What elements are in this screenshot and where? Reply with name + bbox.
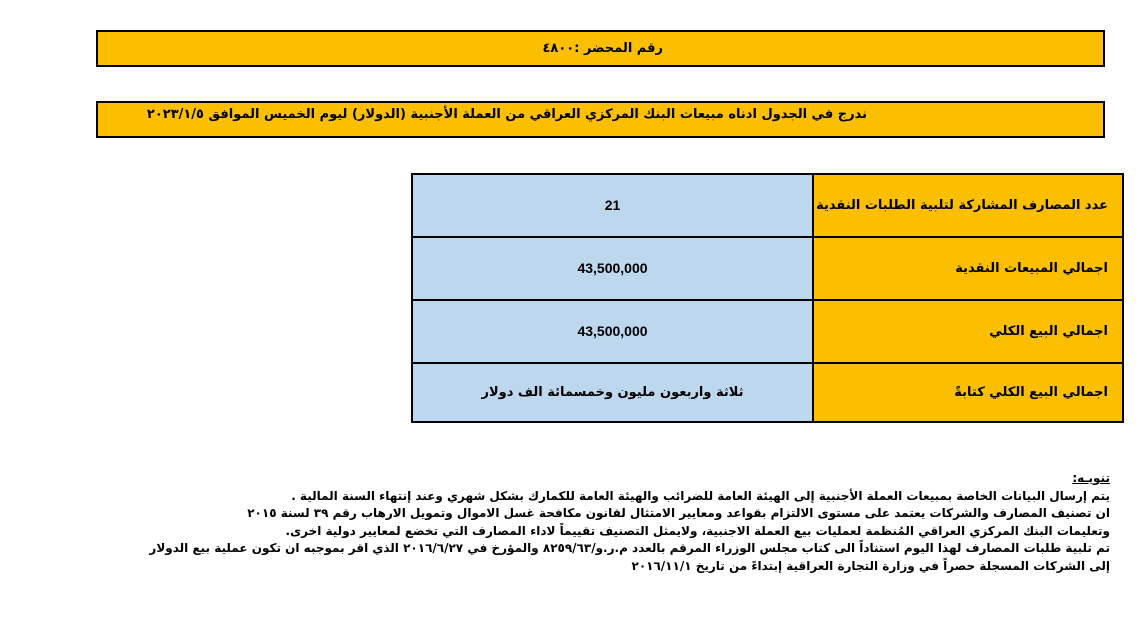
table-row [412, 363, 1123, 422]
row-value-total-in-words: ثلاثة واربعون مليون وخمسمائة الف دولار [412, 363, 813, 422]
row-label-total-sales: اجمالي البيع الكلي [813, 300, 1123, 363]
row-label-total-in-words: اجمالي البيع الكلي كتابةً [813, 363, 1123, 422]
table-row [412, 174, 1123, 237]
note-line: ان تصنيف المصارف والشركات يعتمد على مستوى الالتزام بقواعد ومعايير الامتثال لقانون مكافحة غسل الاموال وتمويل الارهاب رقم ٣٩ لسنة ٢٠١٥ [247, 506, 1110, 520]
notes-title: تنويـه: [1072, 471, 1110, 485]
sales-table [411, 173, 1124, 423]
table-row [412, 237, 1123, 300]
row-label-cash-sales: اجمالي المبيعات النقدية [813, 237, 1123, 300]
note-line: إلى الشركات المسجلة حصراً في وزارة التجارة العراقية إبتداءً من تاريخ ٢٠١٦/١١/١ [631, 558, 1110, 573]
table-row [412, 300, 1123, 363]
note-line: تم تلبية طلبات المصارف لهذا اليوم استناداً الى كتاب مجلس الوزراء المرقم بالعدد م.ر.و/٨٢٥٩/٦٣ والمؤرخ في ٢٠١٦/٦/٢٧ الذي اقر بموجبه ان تكون عملية بيع الدولار [149, 541, 1110, 555]
note-line: وتعليمات البنك المركزي العراقي المُنظمة لعمليات بيع العملة الاجنبية، ولايمثل التصنيف تقييماً لاداء المصارف التي تخضع لمعايير دولية اخرى. [285, 523, 1110, 538]
record-number: رقم المحضر :٤٨٠٠ [542, 41, 663, 56]
headline-text: ندرج في الجدول ادناه مبيعات البنك المركزي العراقي من العملة الأجنبية (الدولار) ليوم الخميس الموافق ٢٠٢٣/١/٥ [146, 107, 867, 122]
row-label-banks-count: عدد المصارف المشاركة لتلبية الطلبات النقدية [813, 174, 1123, 237]
notes-section [110, 470, 1110, 575]
headline-bar [96, 101, 1105, 138]
note-line: يتم إرسال البيانات الخاصة بمبيعات العملة الأجنبية إلى الهيئة العامة للضرائب والهيئة العامة للكمارك بشكل شهري وعند إنتهاء السنة المالية . [291, 488, 1110, 503]
row-value-cash-sales: 43,500,000 [412, 237, 813, 300]
row-value-total-sales: 43,500,000 [412, 300, 813, 363]
row-value-banks-count: 21 [412, 174, 813, 237]
record-number-bar [96, 30, 1105, 67]
